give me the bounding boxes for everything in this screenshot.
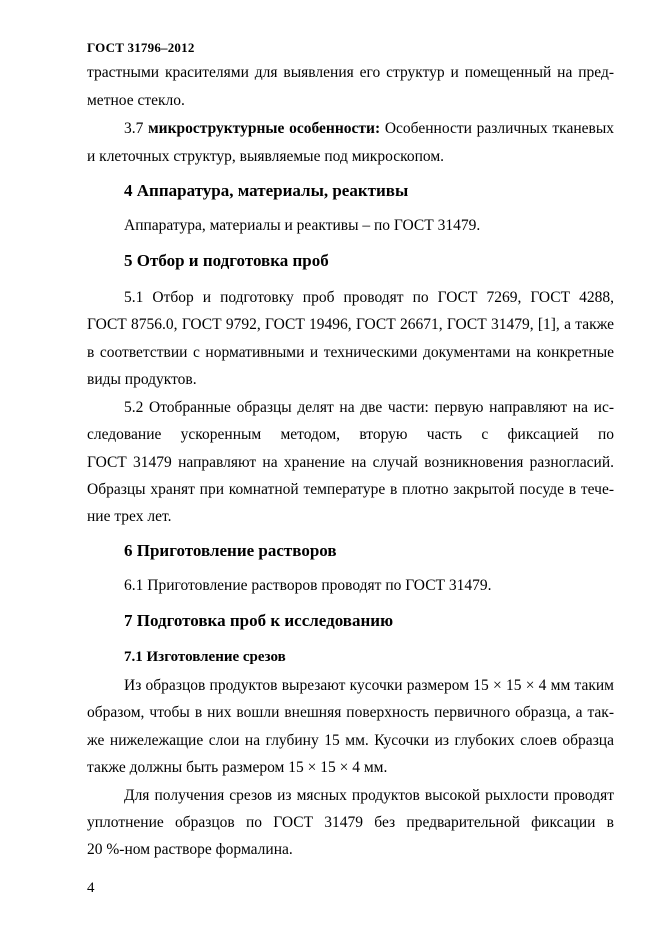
text-line: 5.2 Отобранные образцы делят на две части: первую направляют на ис- xyxy=(124,399,614,416)
text-line: Для получения срезов из мясных продуктов высокой рыхлости проводят xyxy=(124,787,614,804)
text-line: образом, чтобы в них вошли внешняя поверхность первичного образца, а так- xyxy=(87,704,614,721)
section-4-text: Аппаратура, материалы и реактивы – по ГОСТ 31479. xyxy=(124,217,481,234)
text-line: 5.1 Отбор и подготовку проб проводят по ГОСТ 7269, ГОСТ 4288, xyxy=(124,289,614,306)
text-line: ГОСТ 31479 направляют на хранение на случай возникновения разногласий. xyxy=(87,454,614,471)
clause-number: 3.7 xyxy=(124,120,144,137)
clause-3-7 xyxy=(124,119,614,139)
section-6-text: 6.1 Приготовление растворов проводят по ГОСТ 31479. xyxy=(124,577,492,594)
section-4-heading: 4 Аппаратура, материалы, реактивы xyxy=(124,181,409,200)
term-definition: микроструктурные особенности: xyxy=(148,120,381,137)
section-6-heading: 6 Приготовление растворов xyxy=(124,541,337,560)
document-header: ГОСТ 31796–2012 xyxy=(87,40,195,55)
text-line: уплотнение образцов по ГОСТ 31479 без предварительной фиксации в xyxy=(87,814,614,831)
text-line: ГОСТ 8756.0, ГОСТ 9792, ГОСТ 19496, ГОСТ 26671, ГОСТ 31479, [1], а также xyxy=(87,316,614,333)
text-line: и клеточных структур, выявляемые под микроскопом. xyxy=(87,148,445,165)
text-line: виды продуктов. xyxy=(87,371,197,388)
text-line: также должны быть размером 15 × 15 × 4 мм. xyxy=(87,759,388,776)
text-line: метное стекло. xyxy=(87,92,185,109)
page-number: 4 xyxy=(87,880,95,896)
section-5-heading: 5 Отбор и подготовка проб xyxy=(124,251,329,270)
text-line: же нижележащие слои на глубину 15 мм. Кусочки из глубоких слоев образца xyxy=(87,732,614,749)
text-line: Образцы хранят при комнатной температуре в плотно закрытой посуде в тече- xyxy=(87,481,614,498)
text-line: трастными красителями для выявления его структур и помещенный на пред- xyxy=(87,64,614,81)
subsection-7-1-heading: 7.1 Изготовление срезов xyxy=(124,649,286,665)
term-text: Особенности различных тканевых xyxy=(384,120,615,137)
section-7-heading: 7 Подготовка проб к исследованию xyxy=(124,611,394,630)
text-line: в соответствии с нормативными и техническими документами на конкретные xyxy=(87,344,614,361)
text-line: следование ускоренным методом, вторую часть с фиксацией по xyxy=(87,426,614,443)
text-line: Из образцов продуктов вырезают кусочки размером 15 × 15 × 4 мм таким xyxy=(124,677,614,694)
text-line: ние трех лет. xyxy=(87,508,172,525)
text-line: 20 %-ном растворе формалина. xyxy=(87,841,293,858)
